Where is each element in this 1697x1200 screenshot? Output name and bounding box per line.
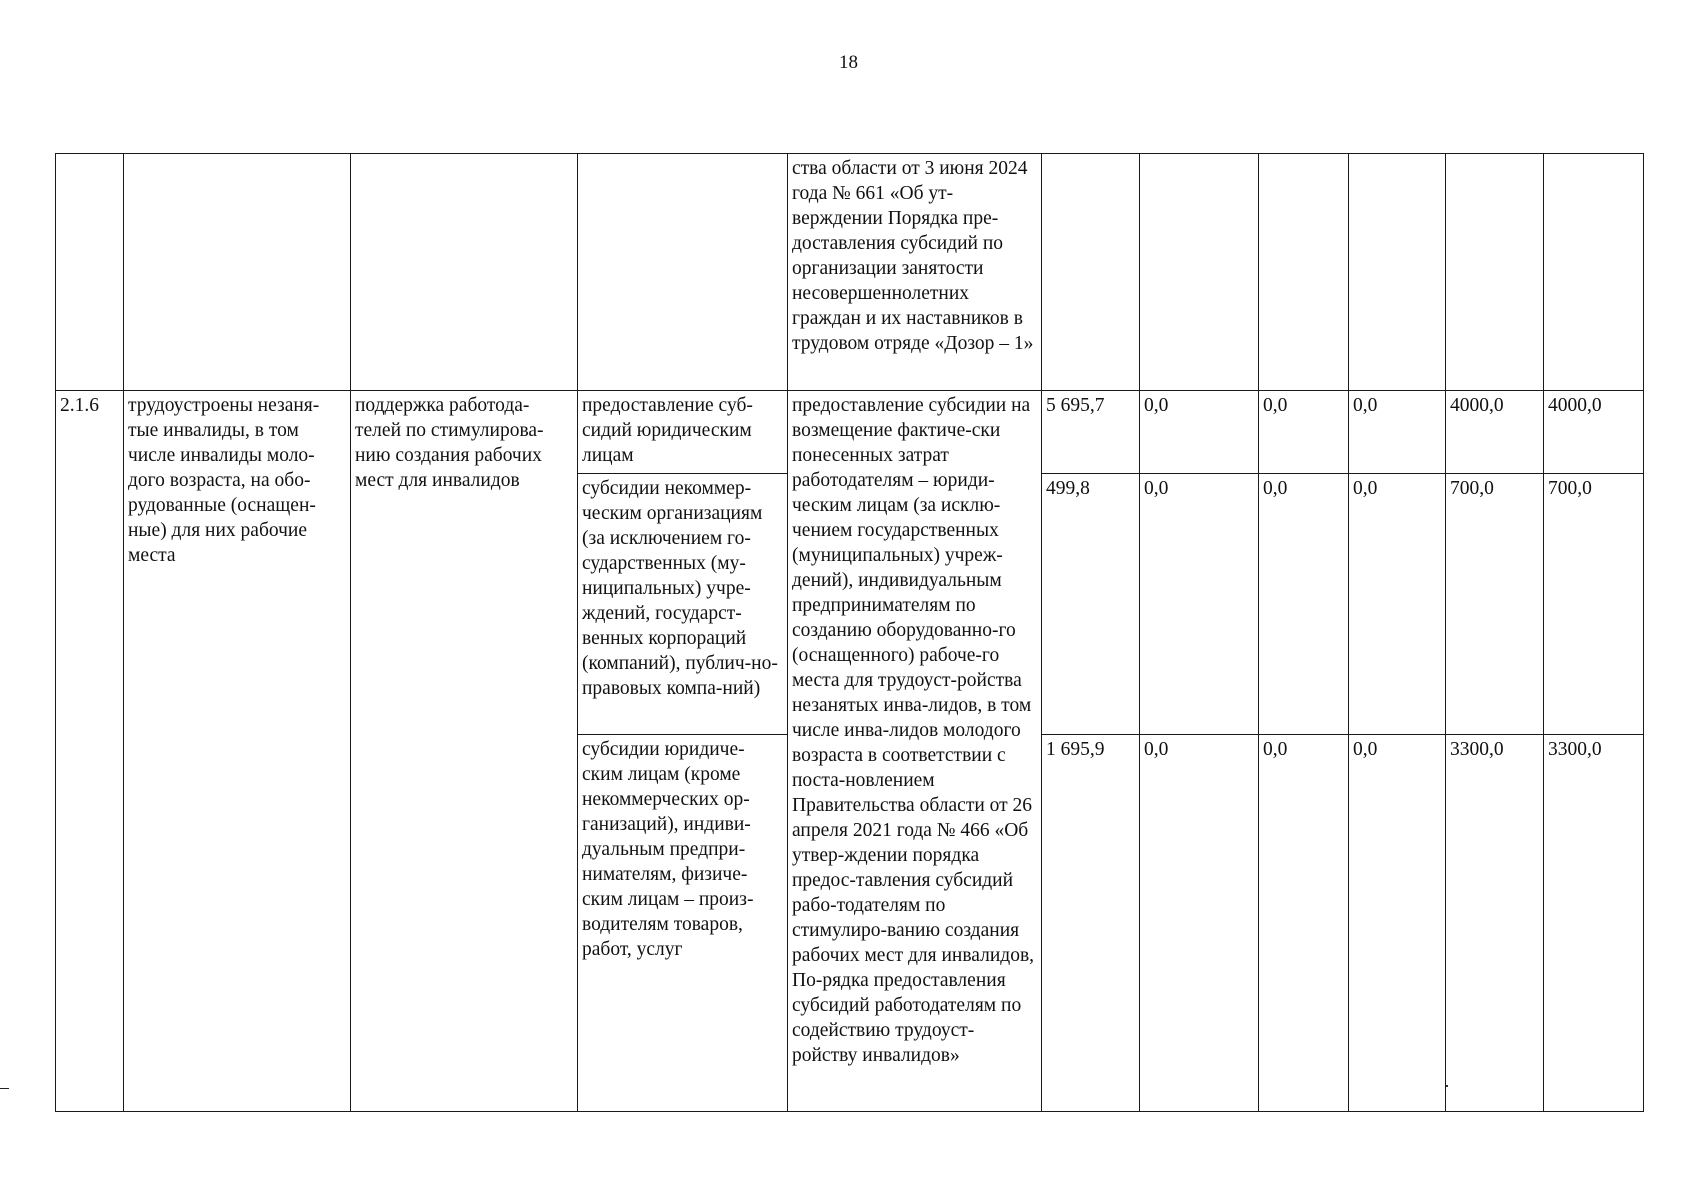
continuation-row xyxy=(56,154,1644,391)
value-cell: 0,0 xyxy=(1140,474,1259,735)
value-cell: 700,0 xyxy=(1446,474,1544,735)
page-number: 18 xyxy=(839,52,858,73)
cell-empty xyxy=(1140,154,1259,391)
value-cell: 4000,0 xyxy=(1544,391,1644,474)
value-cell: 0,0 xyxy=(1349,391,1446,474)
cell-empty xyxy=(1544,154,1644,391)
value-cell: 4000,0 xyxy=(1446,391,1544,474)
scan-speck xyxy=(1446,1085,1448,1087)
continuation-text: ства области от 3 июня 2024 года № 661 «Об ут-верждении Порядка пре-доставления субсидий по организации занятости несовершеннолетних граждан и их наставников в трудовом отряде «Дозор – 1» xyxy=(788,154,1042,391)
cell-empty xyxy=(1042,154,1140,391)
value-cell: 1 695,9 xyxy=(1042,735,1140,1112)
cell-empty xyxy=(1446,154,1544,391)
value-cell: 0,0 xyxy=(1259,474,1349,735)
value-cell: 0,0 xyxy=(1259,391,1349,474)
cell-empty xyxy=(1349,154,1446,391)
cell-empty xyxy=(578,154,788,391)
cell-empty xyxy=(1259,154,1349,391)
value-cell: 700,0 xyxy=(1544,474,1644,735)
mechanism-cell: субсидии юридиче-ским лицам (кроме некоммерческих ор-ганизаций), индиви-дуальным предпри-нимателям, физиче-ским лицам – произ-водителям товаров, работ, услуг xyxy=(578,735,788,1112)
value-cell: 5 695,7 xyxy=(1042,391,1140,474)
result-cell: трудоустроены незаня-тые инвалиды, в том числе инвалиды моло-дого возраста, на обо-рудованные (оснащен-ные) для них рабочие места xyxy=(124,391,351,1112)
value-cell: 0,0 xyxy=(1349,474,1446,735)
measure-cell: поддержка работода-телей по стимулирова-нию создания рабочих мест для инвалидов xyxy=(351,391,578,1112)
mechanism-cell: субсидии некоммер-ческим организациям (за исключением го-сударственных (му-ниципальных) учре-ждений, государст-венных корпораций (компаний), публич-но-правовых компа-ний) xyxy=(578,474,788,735)
value-cell: 3300,0 xyxy=(1446,735,1544,1112)
table-row xyxy=(56,391,1644,474)
value-cell: 0,0 xyxy=(1140,735,1259,1112)
scan-edge-mark xyxy=(0,1088,9,1089)
cell-empty xyxy=(56,154,124,391)
value-cell: 499,8 xyxy=(1042,474,1140,735)
cell-empty xyxy=(124,154,351,391)
legal-basis-cell: предоставление субсидии на возмещение фактиче-ски понесенных затрат работодателям – юриди-ческим лицам (за исклю-чением государственных (муниципальных) учреж-дений), индивидуальным предпринимателям по созданию оборудованно-го (оснащенного) рабоче-го места для трудоуст-ройства незанятых инва-лидов, в том числе инва-лидов молодого возраста в соответствии с поста-новлением Правительства области от 26 апреля 2021 года № 466 «Об утвер-ждении порядка предос-тавления субсидий рабо-тодателям по стимулиро-ванию создания рабочих мест для инвалидов, По-рядка предоставления субсидий работодателям по содействию трудоуст-ройству инвалидов» xyxy=(788,391,1042,1112)
cell-empty xyxy=(351,154,578,391)
mechanism-cell: предоставление суб-сидий юридическим лицам xyxy=(578,391,788,474)
value-cell: 0,0 xyxy=(1349,735,1446,1112)
program-table xyxy=(55,153,1644,1112)
value-cell: 0,0 xyxy=(1259,735,1349,1112)
row-number: 2.1.6 xyxy=(56,391,124,1112)
value-cell: 3300,0 xyxy=(1544,735,1644,1112)
value-cell: 0,0 xyxy=(1140,391,1259,474)
